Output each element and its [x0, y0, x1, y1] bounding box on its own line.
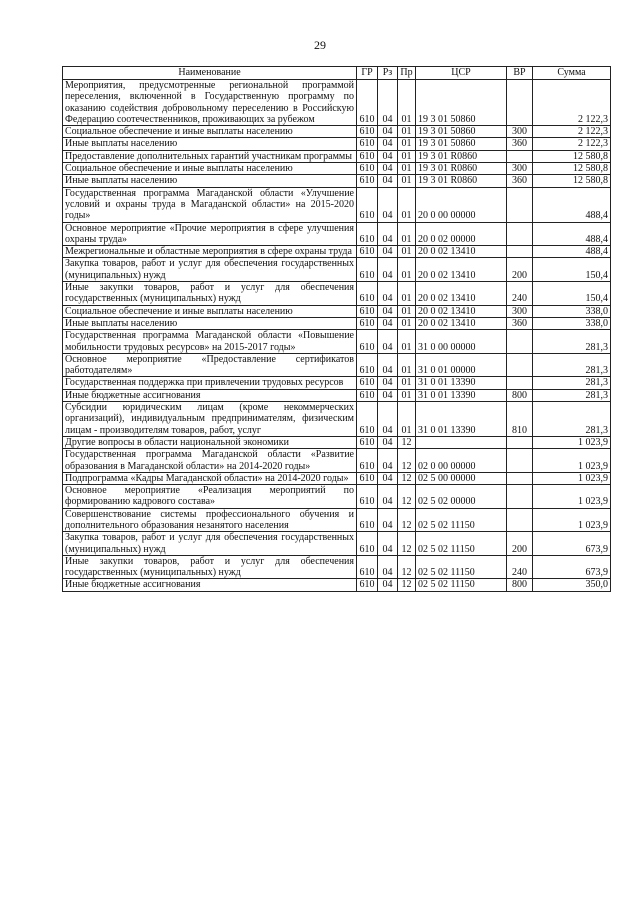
- cell-name: Закупка товаров, работ и услуг для обеспечения государственных (муниципальных) нужд: [63, 532, 357, 556]
- cell-vr: 240: [507, 282, 533, 306]
- cell-rz: 04: [378, 317, 398, 329]
- cell-csr: 19 3 01 50860: [416, 80, 507, 126]
- cell-vr: 800: [507, 389, 533, 401]
- cell-pr: 01: [398, 175, 416, 187]
- cell-pr: 01: [398, 389, 416, 401]
- cell-name: Основное мероприятие «Прочие мероприятия в сфере улучшения охраны труда»: [63, 222, 357, 246]
- cell-sum: 281,3: [533, 330, 611, 354]
- cell-name: Социальное обеспечение и иные выплаты населению: [63, 163, 357, 175]
- table-row: [63, 282, 611, 306]
- cell-gr: 610: [357, 377, 378, 389]
- cell-gr: 610: [357, 402, 378, 437]
- cell-sum: 488,4: [533, 246, 611, 258]
- cell-rz: 04: [378, 532, 398, 556]
- cell-sum: 150,4: [533, 258, 611, 282]
- cell-csr: 31 0 01 13390: [416, 402, 507, 437]
- cell-csr: 31 0 01 00000: [416, 353, 507, 377]
- cell-sum: 1 023,9: [533, 436, 611, 448]
- cell-sum: 281,3: [533, 377, 611, 389]
- cell-gr: 610: [357, 246, 378, 258]
- cell-rz: 04: [378, 377, 398, 389]
- cell-pr: 12: [398, 532, 416, 556]
- cell-vr: [507, 449, 533, 473]
- cell-pr: 01: [398, 80, 416, 126]
- cell-rz: 04: [378, 305, 398, 317]
- table-row: [63, 187, 611, 222]
- cell-csr: [416, 436, 507, 448]
- cell-pr: 01: [398, 353, 416, 377]
- cell-csr: 02 5 02 11150: [416, 555, 507, 579]
- cell-vr: [507, 377, 533, 389]
- cell-gr: 610: [357, 508, 378, 532]
- cell-rz: 04: [378, 175, 398, 187]
- cell-rz: 04: [378, 258, 398, 282]
- header-name: Наименование: [63, 67, 357, 80]
- cell-sum: 12 580,8: [533, 150, 611, 162]
- cell-name: Основное мероприятие «Реализация мероприятий по формированию кадрового состава»: [63, 485, 357, 509]
- cell-csr: 19 3 01 50860: [416, 126, 507, 138]
- cell-rz: 04: [378, 222, 398, 246]
- cell-csr: 02 5 02 11150: [416, 508, 507, 532]
- cell-csr: 02 5 02 11150: [416, 532, 507, 556]
- cell-gr: 610: [357, 163, 378, 175]
- cell-name: Иные выплаты населению: [63, 317, 357, 329]
- table-row: [63, 163, 611, 175]
- table-row: [63, 532, 611, 556]
- cell-vr: [507, 246, 533, 258]
- table-row: [63, 377, 611, 389]
- cell-name: Субсидии юридическим лицам (кроме некоммерческих организаций), индивидуальным предпринимателям, физическим лицам - производителям товаров, работ, услуг: [63, 402, 357, 437]
- cell-name: Иные закупки товаров, работ и услуг для обеспечения государственных (муниципальных) нужд: [63, 555, 357, 579]
- cell-vr: 360: [507, 175, 533, 187]
- cell-vr: 360: [507, 317, 533, 329]
- cell-csr: 02 5 02 11150: [416, 579, 507, 591]
- cell-gr: 610: [357, 449, 378, 473]
- table-row: [63, 150, 611, 162]
- cell-gr: 610: [357, 126, 378, 138]
- cell-rz: 04: [378, 150, 398, 162]
- cell-name: Государственная поддержка при привлечении трудовых ресурсов: [63, 377, 357, 389]
- cell-pr: 01: [398, 163, 416, 175]
- table-row: [63, 449, 611, 473]
- cell-vr: [507, 436, 533, 448]
- cell-csr: 20 0 02 13410: [416, 258, 507, 282]
- cell-sum: 488,4: [533, 187, 611, 222]
- cell-pr: 01: [398, 222, 416, 246]
- cell-name: Другие вопросы в области национальной экономики: [63, 436, 357, 448]
- cell-vr: 810: [507, 402, 533, 437]
- table-row: [63, 353, 611, 377]
- cell-gr: 610: [357, 187, 378, 222]
- cell-rz: 04: [378, 436, 398, 448]
- cell-rz: 04: [378, 449, 398, 473]
- cell-csr: 20 0 02 13410: [416, 317, 507, 329]
- cell-csr: 20 0 02 13410: [416, 246, 507, 258]
- cell-csr: 02 5 00 00000: [416, 472, 507, 484]
- cell-gr: 610: [357, 532, 378, 556]
- cell-pr: 01: [398, 317, 416, 329]
- cell-name: Иные закупки товаров, работ и услуг для обеспечения государственных (муниципальных) нужд: [63, 282, 357, 306]
- cell-csr: 02 5 02 00000: [416, 485, 507, 509]
- cell-name: Иные выплаты населению: [63, 138, 357, 150]
- cell-gr: 610: [357, 389, 378, 401]
- table-row: [63, 222, 611, 246]
- cell-gr: 610: [357, 80, 378, 126]
- cell-gr: 610: [357, 317, 378, 329]
- cell-vr: [507, 330, 533, 354]
- cell-sum: 338,0: [533, 305, 611, 317]
- cell-vr: [507, 353, 533, 377]
- cell-rz: 04: [378, 163, 398, 175]
- cell-vr: [507, 80, 533, 126]
- cell-rz: 04: [378, 389, 398, 401]
- cell-csr: 20 0 02 00000: [416, 222, 507, 246]
- cell-vr: 200: [507, 532, 533, 556]
- cell-rz: 04: [378, 485, 398, 509]
- table-row: [63, 317, 611, 329]
- cell-csr: 20 0 02 13410: [416, 282, 507, 306]
- cell-pr: 12: [398, 485, 416, 509]
- cell-pr: 01: [398, 126, 416, 138]
- cell-pr: 01: [398, 402, 416, 437]
- cell-gr: 610: [357, 282, 378, 306]
- table-row: [63, 508, 611, 532]
- cell-gr: 610: [357, 305, 378, 317]
- cell-rz: 04: [378, 246, 398, 258]
- cell-sum: 673,9: [533, 555, 611, 579]
- cell-rz: 04: [378, 508, 398, 532]
- cell-csr: 20 0 02 13410: [416, 305, 507, 317]
- cell-name: Совершенствование системы профессионального обучения и дополнительного образования незанятого населения: [63, 508, 357, 532]
- header-csr: ЦСР: [416, 67, 507, 80]
- cell-sum: 150,4: [533, 282, 611, 306]
- cell-sum: 338,0: [533, 317, 611, 329]
- cell-csr: 19 3 01 R0860: [416, 150, 507, 162]
- cell-sum: 12 580,8: [533, 175, 611, 187]
- table-row: [63, 555, 611, 579]
- budget-table: [62, 66, 611, 592]
- cell-vr: 300: [507, 163, 533, 175]
- cell-pr: 12: [398, 436, 416, 448]
- cell-pr: 01: [398, 305, 416, 317]
- cell-rz: 04: [378, 187, 398, 222]
- cell-pr: 12: [398, 579, 416, 591]
- cell-gr: 610: [357, 330, 378, 354]
- cell-gr: 610: [357, 150, 378, 162]
- cell-gr: 610: [357, 222, 378, 246]
- cell-sum: 1 023,9: [533, 508, 611, 532]
- cell-pr: 01: [398, 138, 416, 150]
- cell-csr: 19 3 01 50860: [416, 138, 507, 150]
- cell-pr: 01: [398, 258, 416, 282]
- cell-vr: [507, 485, 533, 509]
- cell-vr: 240: [507, 555, 533, 579]
- cell-name: Мероприятия, предусмотренные региональной программой переселения, включенной в Государственную программу по оказанию содействия добровольному переселению в Российскую Федерацию соотечественников, проживающих за рубежом: [63, 80, 357, 126]
- cell-name: Государственная программа Магаданской области «Повышение мобильности трудовых ресурсов» на 2015-2017 годы»: [63, 330, 357, 354]
- cell-csr: 19 3 01 R0860: [416, 175, 507, 187]
- cell-gr: 610: [357, 472, 378, 484]
- cell-gr: 610: [357, 436, 378, 448]
- table-row: [63, 126, 611, 138]
- cell-pr: 12: [398, 449, 416, 473]
- table-row: [63, 402, 611, 437]
- cell-pr: 12: [398, 555, 416, 579]
- cell-vr: [507, 472, 533, 484]
- cell-sum: 1 023,9: [533, 485, 611, 509]
- cell-vr: [507, 150, 533, 162]
- header-rz: Рз: [378, 67, 398, 80]
- table-row: [63, 175, 611, 187]
- cell-name: Социальное обеспечение и иные выплаты населению: [63, 126, 357, 138]
- cell-csr: 19 3 01 R0860: [416, 163, 507, 175]
- cell-csr: 31 0 01 13390: [416, 389, 507, 401]
- cell-pr: 12: [398, 508, 416, 532]
- cell-sum: 281,3: [533, 402, 611, 437]
- cell-rz: 04: [378, 282, 398, 306]
- cell-gr: 610: [357, 258, 378, 282]
- cell-rz: 04: [378, 330, 398, 354]
- cell-rz: 04: [378, 472, 398, 484]
- cell-rz: 04: [378, 402, 398, 437]
- cell-rz: 04: [378, 579, 398, 591]
- cell-gr: 610: [357, 353, 378, 377]
- cell-pr: 12: [398, 472, 416, 484]
- cell-sum: 281,3: [533, 353, 611, 377]
- table-row: [63, 389, 611, 401]
- header-sum: Сумма: [533, 67, 611, 80]
- table-body: [63, 80, 611, 592]
- cell-sum: 281,3: [533, 389, 611, 401]
- cell-rz: 04: [378, 555, 398, 579]
- table-row: [63, 330, 611, 354]
- cell-csr: 20 0 00 00000: [416, 187, 507, 222]
- table-row: [63, 579, 611, 591]
- cell-gr: 610: [357, 485, 378, 509]
- cell-sum: 2 122,3: [533, 138, 611, 150]
- table-row: [63, 246, 611, 258]
- cell-sum: 488,4: [533, 222, 611, 246]
- cell-vr: 200: [507, 258, 533, 282]
- cell-name: Иные выплаты населению: [63, 175, 357, 187]
- cell-pr: 01: [398, 330, 416, 354]
- table-row: [63, 305, 611, 317]
- cell-rz: 04: [378, 138, 398, 150]
- cell-pr: 01: [398, 187, 416, 222]
- table-row: [63, 436, 611, 448]
- cell-name: Государственная программа Магаданской области «Развитие образования в Магаданской области» на 2014-2020 годы»: [63, 449, 357, 473]
- cell-csr: 31 0 01 13390: [416, 377, 507, 389]
- cell-vr: [507, 222, 533, 246]
- cell-name: Закупка товаров, работ и услуг для обеспечения государственных (муниципальных) нужд: [63, 258, 357, 282]
- cell-rz: 04: [378, 126, 398, 138]
- table-row: [63, 258, 611, 282]
- cell-name: Предоставление дополнительных гарантий участникам программы: [63, 150, 357, 162]
- table-row: [63, 138, 611, 150]
- cell-sum: 12 580,8: [533, 163, 611, 175]
- cell-pr: 01: [398, 282, 416, 306]
- header-vr: ВР: [507, 67, 533, 80]
- table-header-row: [63, 67, 611, 80]
- cell-name: Межрегиональные и областные мероприятия в сфере охраны труда: [63, 246, 357, 258]
- table-row: [63, 485, 611, 509]
- cell-gr: 610: [357, 138, 378, 150]
- cell-gr: 610: [357, 175, 378, 187]
- page-number: 29: [314, 38, 326, 52]
- header-gr: ГР: [357, 67, 378, 80]
- cell-vr: 800: [507, 579, 533, 591]
- cell-csr: 31 0 00 00000: [416, 330, 507, 354]
- cell-vr: [507, 508, 533, 532]
- cell-vr: 300: [507, 126, 533, 138]
- cell-vr: 300: [507, 305, 533, 317]
- cell-gr: 610: [357, 579, 378, 591]
- cell-pr: 01: [398, 150, 416, 162]
- header-pr: Пр: [398, 67, 416, 80]
- table-row: [63, 472, 611, 484]
- cell-vr: 360: [507, 138, 533, 150]
- cell-vr: [507, 187, 533, 222]
- cell-name: Основное мероприятие «Предоставление сертификатов работодателям»: [63, 353, 357, 377]
- cell-name: Государственная программа Магаданской области «Улучшение условий и охраны труда в Магаданской области» на 2015-2020 годы»: [63, 187, 357, 222]
- table-row: [63, 80, 611, 126]
- cell-csr: 02 0 00 00000: [416, 449, 507, 473]
- cell-name: Подпрограмма «Кадры Магаданской области» на 2014-2020 годы»: [63, 472, 357, 484]
- cell-sum: 673,9: [533, 532, 611, 556]
- cell-pr: 01: [398, 377, 416, 389]
- cell-gr: 610: [357, 555, 378, 579]
- cell-name: Иные бюджетные ассигнования: [63, 389, 357, 401]
- cell-rz: 04: [378, 80, 398, 126]
- cell-sum: 2 122,3: [533, 126, 611, 138]
- cell-sum: 350,0: [533, 579, 611, 591]
- cell-name: Социальное обеспечение и иные выплаты населению: [63, 305, 357, 317]
- cell-sum: 2 122,3: [533, 80, 611, 126]
- cell-pr: 01: [398, 246, 416, 258]
- cell-name: Иные бюджетные ассигнования: [63, 579, 357, 591]
- cell-rz: 04: [378, 353, 398, 377]
- cell-sum: 1 023,9: [533, 472, 611, 484]
- cell-sum: 1 023,9: [533, 449, 611, 473]
